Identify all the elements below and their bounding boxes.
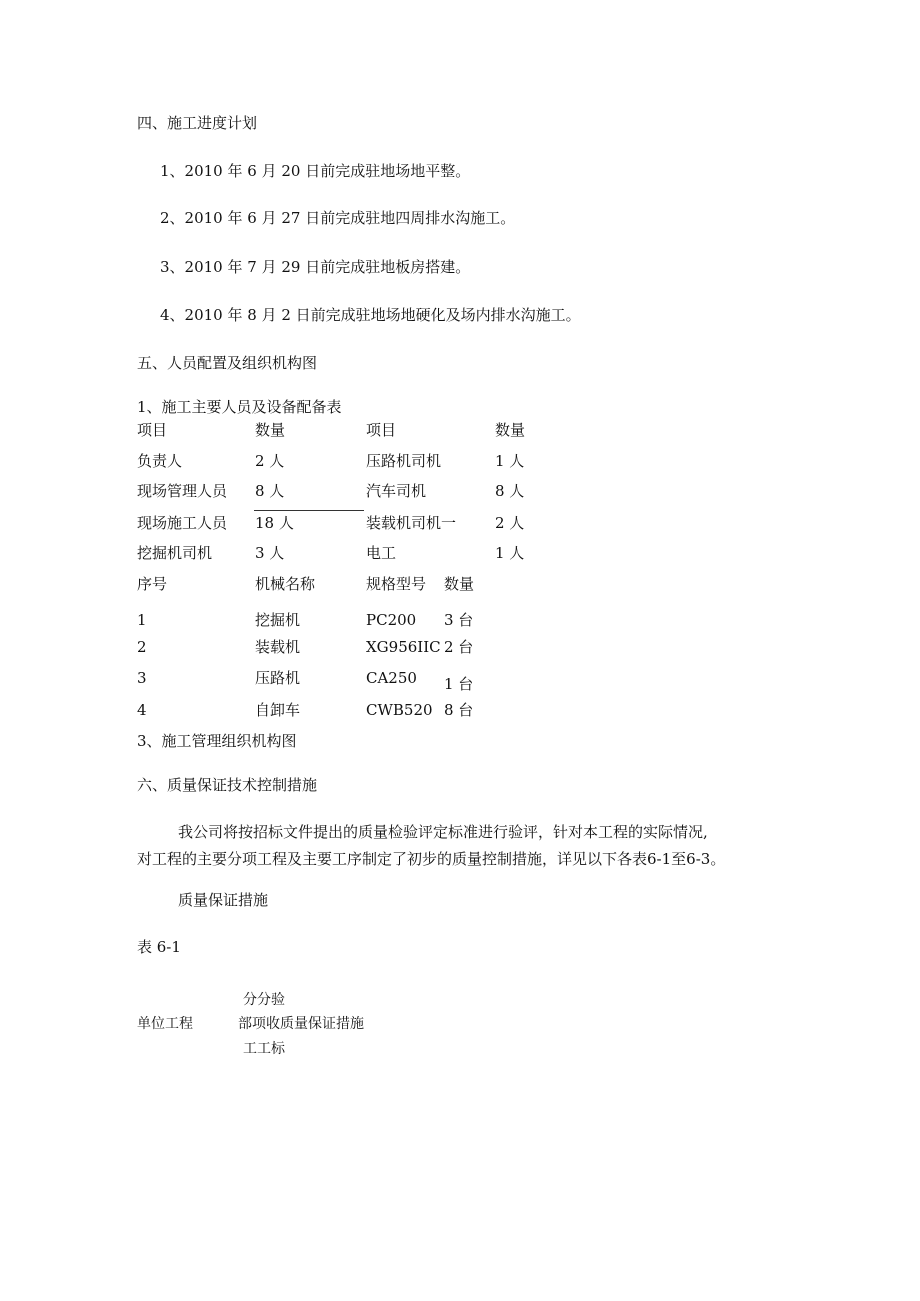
subsection-personnel-title: 1、施工主要人员及设备配备表 [137,398,342,416]
equipment-cell: 1 [137,611,147,629]
equipment-cell: 装载机 [255,638,301,656]
equipment-cell: 1 台 [444,675,474,693]
personnel-cell: 装载机司机一 [366,514,457,532]
personnel-cell: 挖掘机司机 [137,544,213,562]
equipment-header-model: 规格型号 [366,575,427,593]
equipment-cell: 8 台 [444,701,474,719]
personnel-cell: 2 人 [255,452,285,470]
table-label: 表 6-1 [137,938,181,956]
personnel-header-qty: 数量 [495,421,526,439]
personnel-cell: 2 人 [495,514,525,532]
schedule-item-3: 3、2010 年 7 月 29 日前完成驻地板房搭建。 [160,258,471,276]
equipment-cell: XG956IIC [366,638,441,656]
personnel-cell: 压路机司机 [366,452,442,470]
schedule-item-2: 2、2010 年 6 月 27 日前完成驻地四周排水沟施工。 [160,209,516,227]
personnel-cell: 现场管理人员 [137,482,228,500]
equipment-cell: 4 [137,701,147,719]
equipment-header-name: 机械名称 [255,575,316,593]
equipment-cell: 3 [137,669,147,687]
subsection-org-chart-title: 3、施工管理组织机构图 [137,732,297,750]
personnel-cell: 汽车司机 [366,482,427,500]
personnel-cell: 1 人 [495,452,525,470]
table-caption: 质量保证措施 [178,891,269,909]
equipment-cell: 2 [137,638,147,656]
equipment-cell: CWB520 [366,701,433,719]
header-row-top: 分分验 [243,992,285,1008]
equipment-header-qty: 数量 [444,575,475,593]
header-unit-project: 单位工程 [137,1016,193,1032]
body-paragraph-line-2: 对工程的主要分项工程及主要工序制定了初步的质量控制措施，详见以下各表6-1至6-3。 [137,850,726,868]
personnel-header-item: 项目 [137,421,168,439]
personnel-cell: 1 人 [495,544,525,562]
equipment-cell: 3 台 [444,611,474,629]
equipment-cell: 自卸车 [255,701,301,719]
body-paragraph-line-1: 我公司将按招标文件提出的质量检验评定标准进行验评，针对本工程的实际情况, [178,823,708,841]
personnel-cell: 8 人 [255,482,285,500]
equipment-cell: CA250 [366,669,417,687]
personnel-header-qty: 数量 [255,421,286,439]
equipment-cell: PC200 [366,611,417,629]
personnel-cell: 现场施工人员 [137,514,228,532]
personnel-cell: 8 人 [495,482,525,500]
equipment-cell: 2 台 [444,638,474,656]
equipment-header-no: 序号 [137,575,168,593]
table-divider-line [254,510,364,511]
personnel-cell: 电工 [366,544,397,562]
section4-heading: 四、施工进度计划 [137,114,258,132]
section5-heading: 五、人员配置及组织机构图 [137,354,318,372]
equipment-cell: 压路机 [255,669,301,687]
personnel-cell: 3 人 [255,544,285,562]
header-row-bottom: 工工标 [243,1041,285,1057]
personnel-cell: 18 人 [255,514,294,532]
personnel-header-item: 项目 [366,421,397,439]
section6-heading: 六、质量保证技术控制措施 [137,776,318,794]
equipment-cell: 挖掘机 [255,611,301,629]
schedule-item-1: 1、2010 年 6 月 20 日前完成驻地场地平整。 [160,162,471,180]
schedule-item-4: 4、2010 年 8 月 2 日前完成驻地场地硬化及场内排水沟施工。 [160,306,581,324]
personnel-cell: 负责人 [137,452,183,470]
header-row-middle: 部项收质量保证措施 [238,1016,364,1032]
